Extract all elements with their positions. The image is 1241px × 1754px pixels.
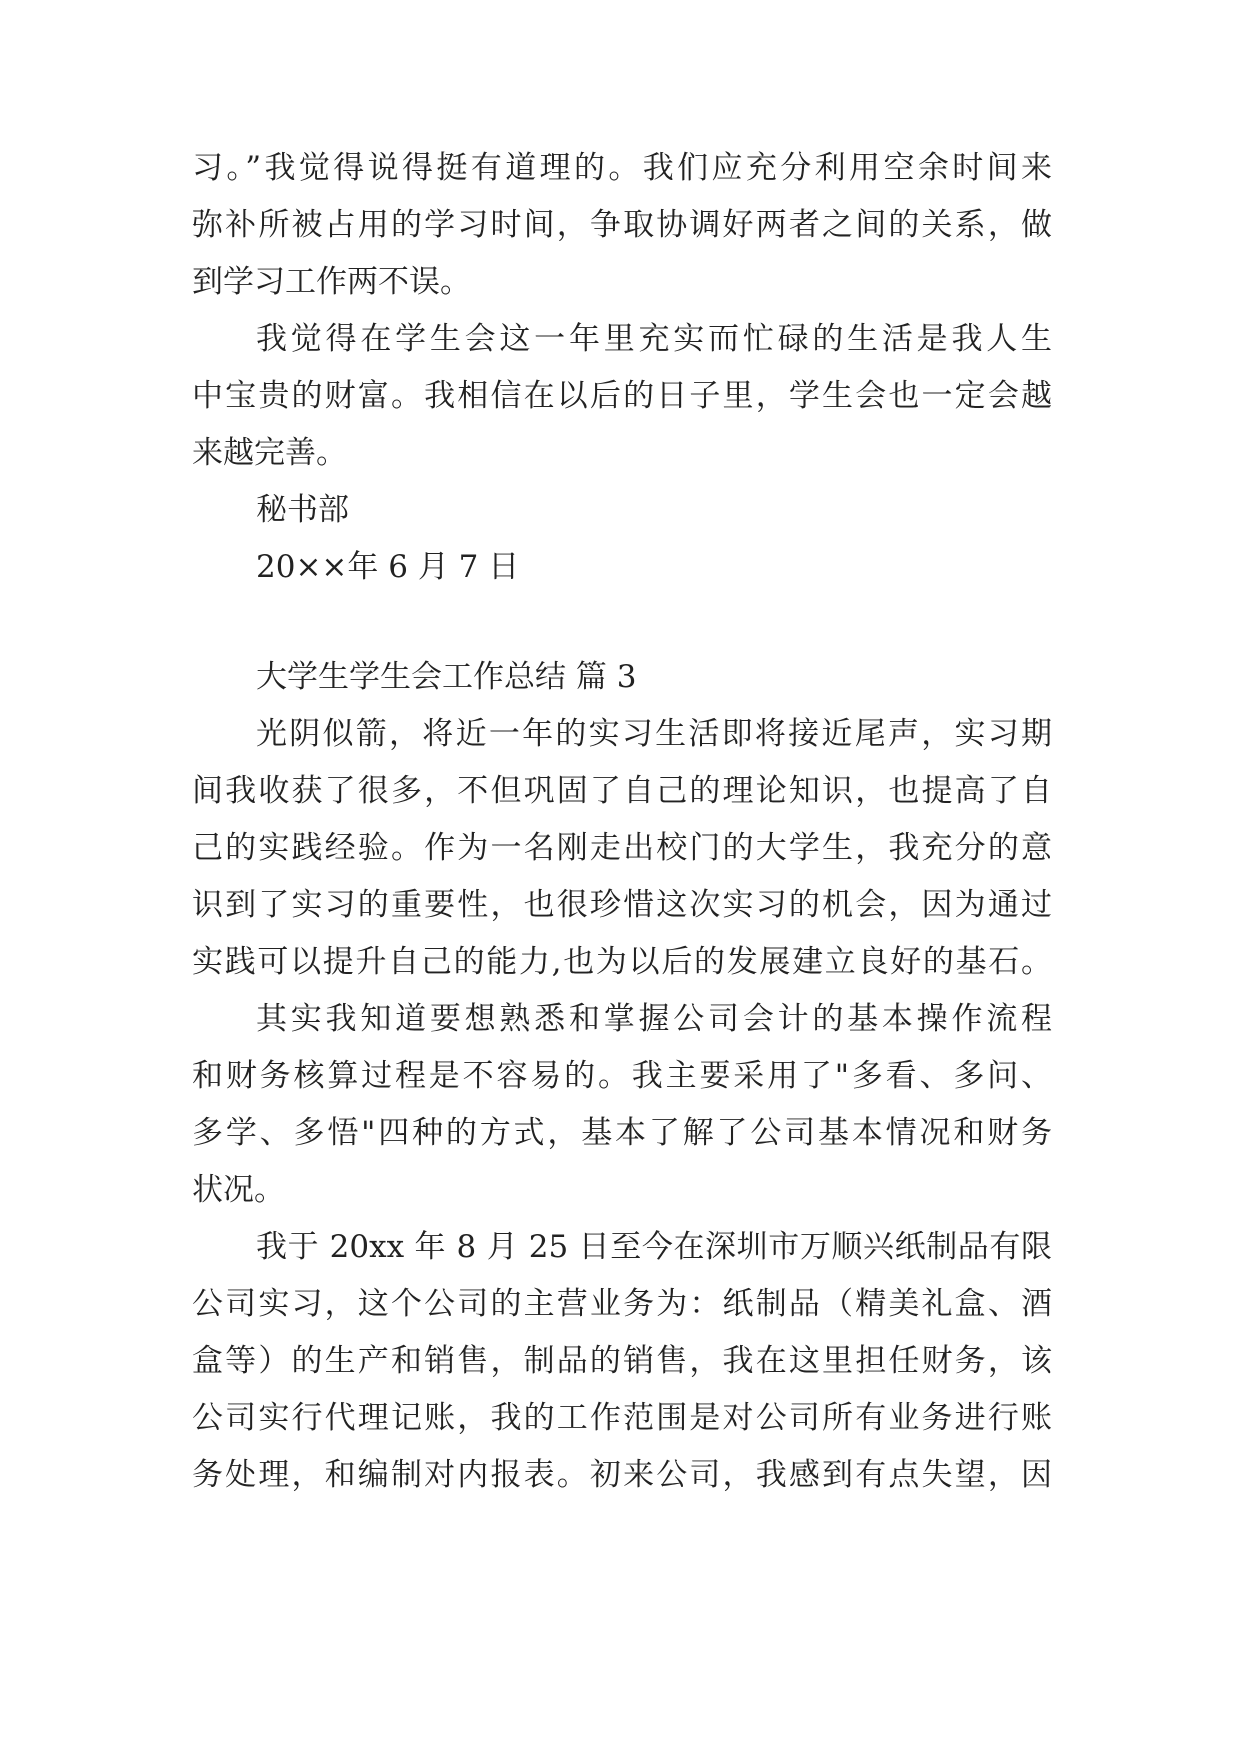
paragraph-start-line: 我于 20xx 年 8 月 25 日至今在深圳市万顺兴纸制品有限	[256, 1229, 1052, 1265]
paragraph-start-line: 其实我知道要想熟悉和掌握公司会计的基本操作流程	[256, 1001, 1052, 1037]
text-line: 实践可以提升自己的能力,也为以后的发展建立良好的基石。	[192, 944, 1052, 980]
text-line: 到学习工作两不误。	[192, 264, 471, 300]
text-line: 公司实习，这个公司的主营业务为：纸制品（精美礼盒、酒	[192, 1286, 1052, 1322]
text-line: 公司实行代理记账，我的工作范围是对公司所有业务进行账	[192, 1400, 1052, 1436]
text-line: 弥补所被占用的学习时间，争取协调好两者之间的关系，做	[192, 207, 1052, 243]
text-line: 中宝贵的财富。我相信在以后的日子里，学生会也一定会越	[192, 378, 1052, 414]
text-line: 务处理，和编制对内报表。初来公司，我感到有点失望，因	[192, 1457, 1052, 1493]
text-line: 识到了实习的重要性，也很珍惜这次实习的机会，因为通过	[192, 887, 1052, 923]
text-line: 状况。	[192, 1172, 285, 1208]
paragraph-start-line: 我觉得在学生会这一年里充实而忙碌的生活是我人生	[256, 321, 1052, 357]
text-line: 来越完善。	[192, 435, 347, 471]
section-title: 大学生学生会工作总结 篇 3	[256, 659, 637, 695]
text-line: 习。”我觉得说得挺有道理的。我们应充分利用空余时间来	[192, 150, 1052, 186]
paragraph-start-line: 光阴似箭，将近一年的实习生活即将接近尾声，实习期	[256, 716, 1052, 752]
text-line: 己的实践经验。作为一名刚走出校门的大学生，我充分的意	[192, 830, 1052, 866]
text-line: 间我收获了很多，不但巩固了自己的理论知识，也提高了自	[192, 773, 1052, 809]
signature-department: 秘书部	[256, 492, 349, 528]
text-line: 盒等）的生产和销售，制品的销售，我在这里担任财务，该	[192, 1343, 1052, 1379]
signature-date: 20××年 6 月 7 日	[256, 549, 520, 585]
text-line: 和财务核算过程是不容易的。我主要采用了"多看、多问、	[192, 1058, 1052, 1094]
text-line: 多学、多悟"四种的方式，基本了解了公司基本情况和财务	[192, 1115, 1052, 1151]
